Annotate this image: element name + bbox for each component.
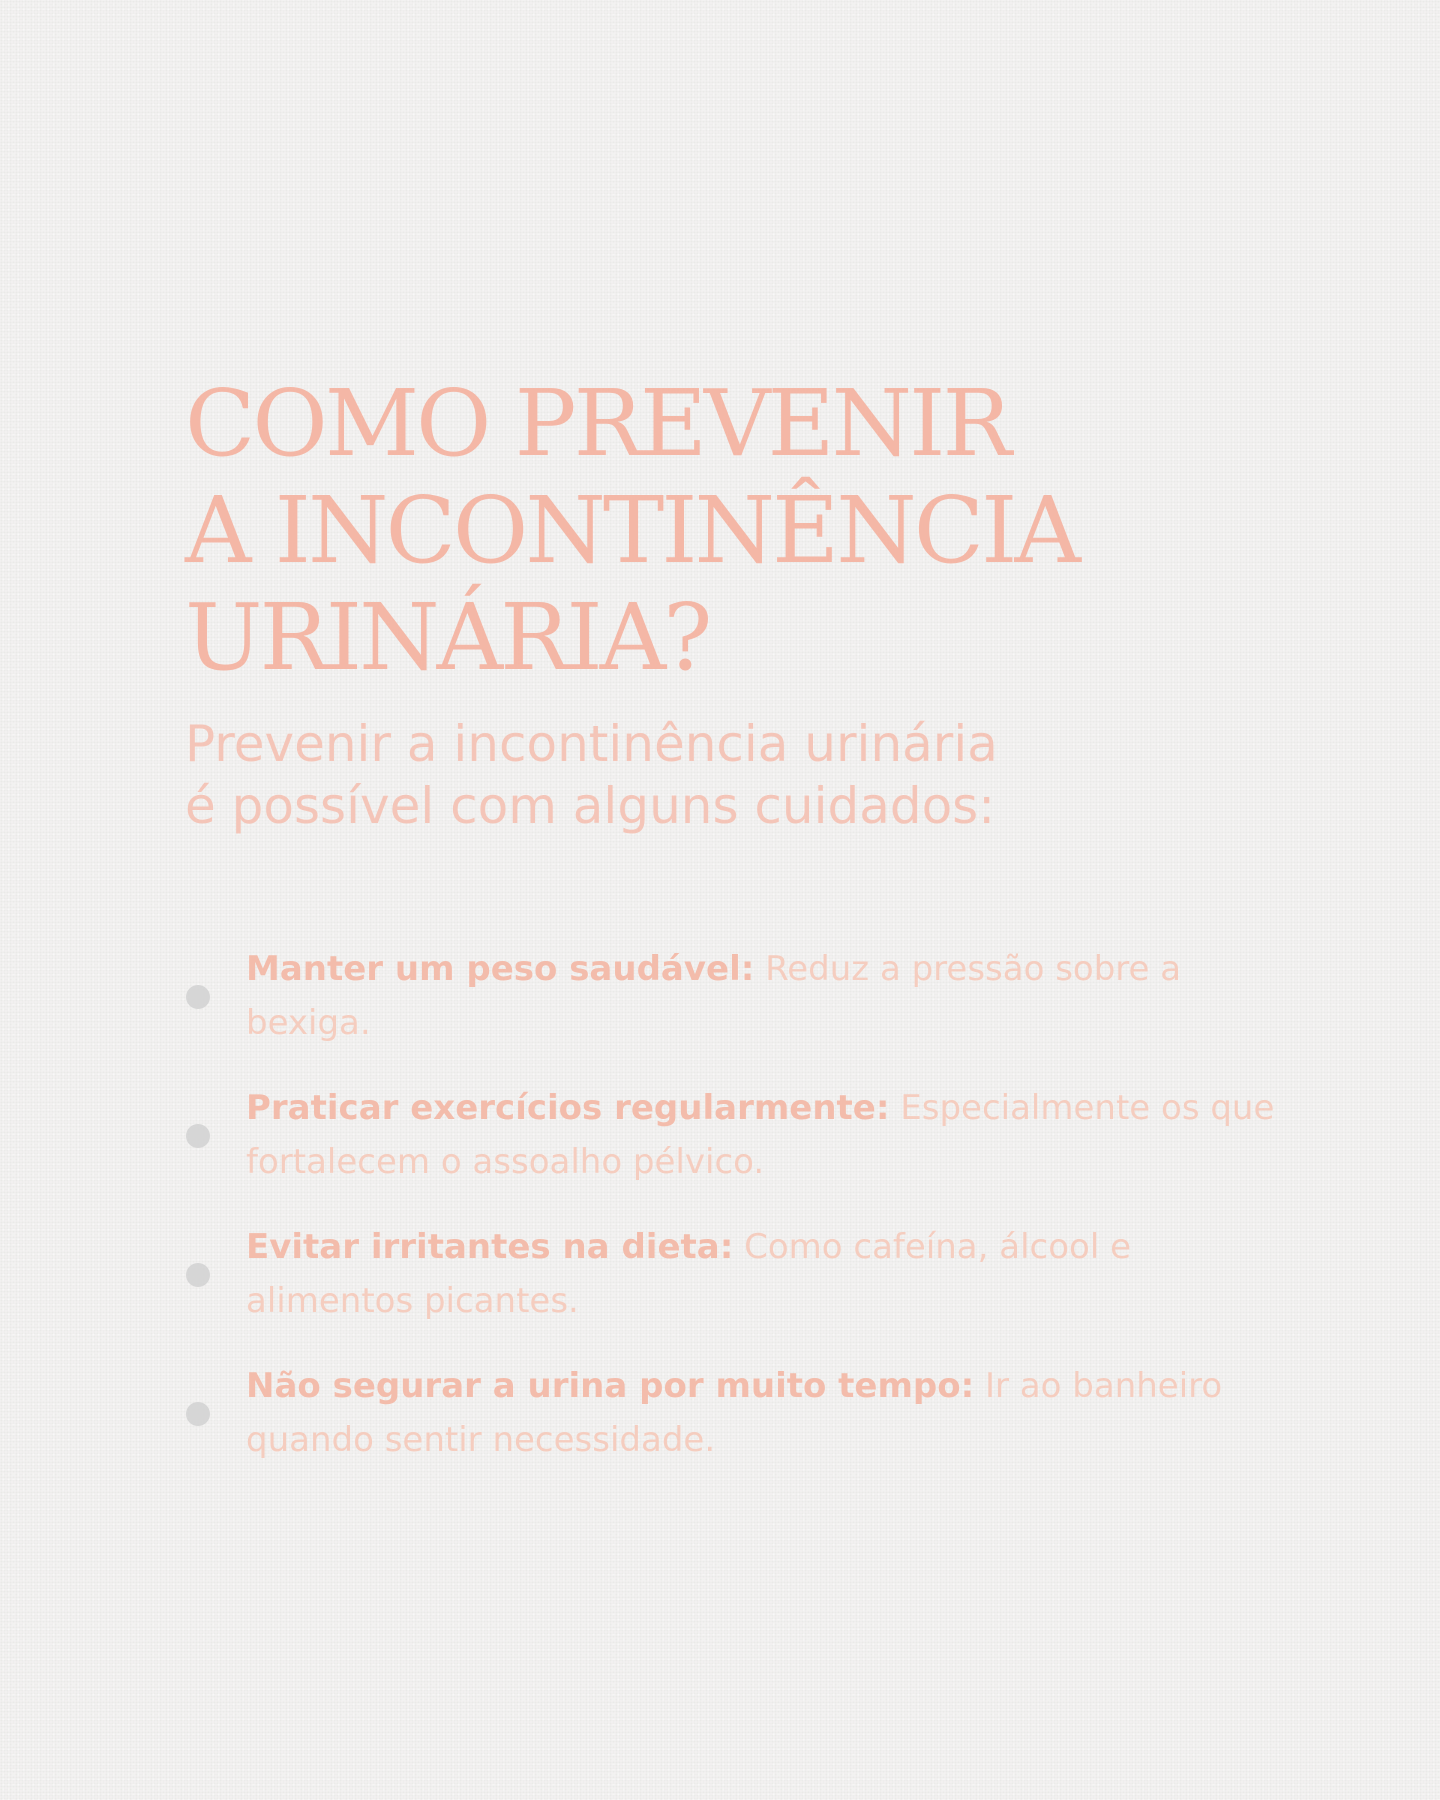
tip-heading: Manter um peso saudável: xyxy=(246,949,755,989)
bullet-dot-icon xyxy=(186,1124,210,1148)
page-title-line: COMO PREVENIR xyxy=(185,370,1009,477)
list-item xyxy=(185,1220,1305,1328)
tip-heading: Não segurar a urina por muito tempo: xyxy=(246,1366,975,1406)
subtitle xyxy=(185,713,1305,837)
bullet-dot-icon xyxy=(186,1402,210,1426)
content xyxy=(185,370,1305,1498)
tip-text: Ir ao banheiro quando sentir necessidade. xyxy=(246,1366,1223,1460)
bullet-dot-icon xyxy=(186,1263,210,1287)
bullet-dot-icon xyxy=(186,985,210,1009)
tip-text: Como cafeína, álcool e alimentos picantes. xyxy=(246,1227,1132,1321)
subtitle-line: é possível com alguns cuidados: xyxy=(185,777,996,835)
list-item xyxy=(185,942,1305,1050)
page-title xyxy=(185,370,1305,691)
subtitle-line: Prevenir a incontinência urinária xyxy=(185,715,998,773)
tip-text: Especialmente os que fortalecem o assoalho pélvico. xyxy=(246,1088,1275,1182)
list-item xyxy=(185,1081,1305,1189)
list-item xyxy=(185,1359,1305,1467)
page-title-line: URINÁRIA? xyxy=(185,584,710,691)
tip-text: Reduz a pressão sobre a bexiga. xyxy=(246,949,1182,1043)
tip-heading: Evitar irritantes na dieta: xyxy=(246,1227,734,1267)
page-title-line: A INCONTINÊNCIA xyxy=(185,477,1078,584)
tips-list xyxy=(185,942,1305,1467)
tip-heading: Praticar exercícios regularmente: xyxy=(246,1088,890,1128)
